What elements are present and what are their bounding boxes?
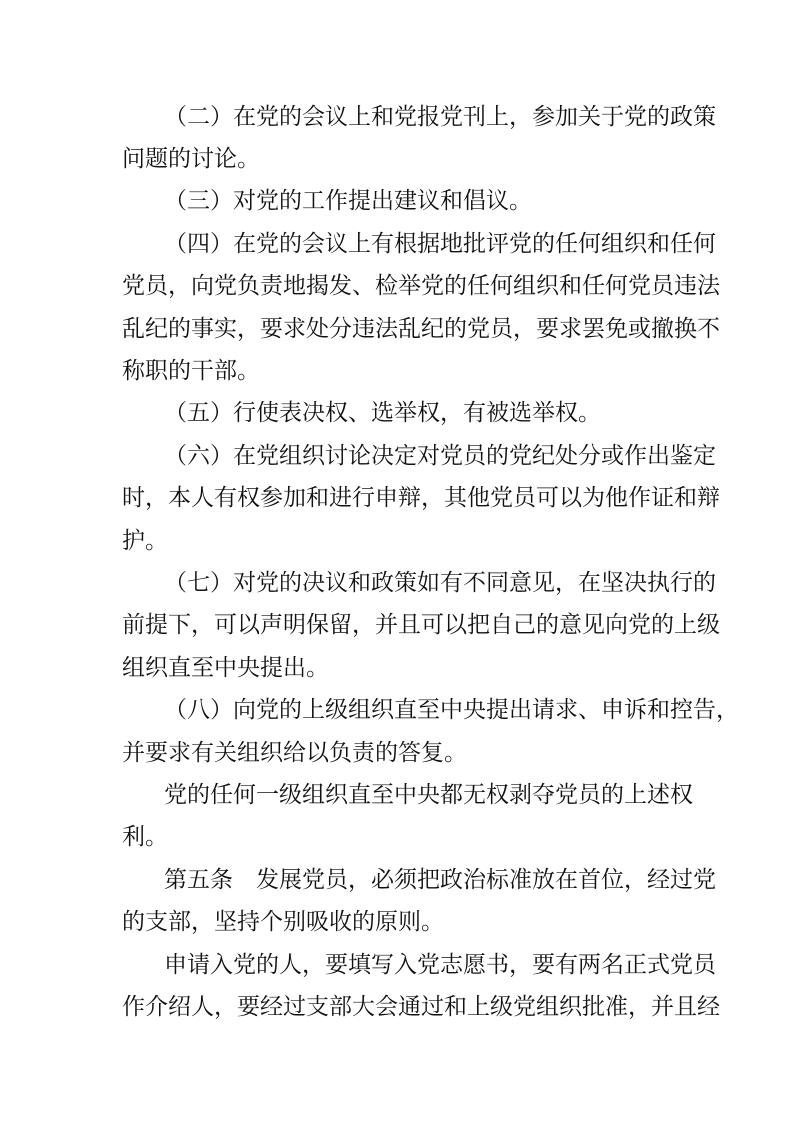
paragraph-11-line-1: 申 请 入 党 的 人 ， 要 填 写 入 党 志 愿 书 ， 要 有 两 名 正 式 党 员 xyxy=(164,952,716,978)
paragraph-2-line-2: 问题的讨论。 xyxy=(122,146,260,172)
paragraph-6-line-2: 时 ， 本 人 有 权 参 加 和 进 行 申 辩 ， 其 他 党 员 可 以 为 他 作 证 和 辩 xyxy=(122,485,720,511)
paragraph-8-line-2: 并要求有关组织给以负责的答复。 xyxy=(122,740,467,766)
paragraph-9-line-2: 利。 xyxy=(122,824,168,850)
paragraph-7-line-2: 前 提 下 ， 可 以 声 明 保 留 ， 并 且 可 以 把 自 己 的 意 见 向 党 的 上 级 xyxy=(122,612,720,638)
paragraph-11-line-2: 作 介 绍 人 ， 要 经 过 支 部 大 会 通 过 和 上 级 党 组 织 批 准 ， 并 且 经 xyxy=(122,994,720,1020)
paragraph-7-line-1: （ 七 ） 对 党 的 决 议 和 政 策 如 有 不 同 意 见 ， 在 坚 决 执 行 的 xyxy=(164,570,716,596)
paragraph-5-line-1: （五）行使表决权、选举权，有被选举权。 xyxy=(164,400,601,426)
paragraph-4-line-1: （ 四 ） 在 党 的 会 议 上 有 根 据 地 批 评 党 的 任 何 组 织 和 任 何 xyxy=(164,231,716,257)
paragraph-2-line-1: （ 二 ） 在 党 的 会 议 上 和 党 报 党 刊 上 ， 参 加 关 于 党 的 政 策 xyxy=(164,104,716,130)
paragraph-10-line-2: 的支部，坚持个别吸收的原则。 xyxy=(122,909,444,935)
paragraph-10-line-1: 第 五 条 发 展 党 员 ， 必 须 把 政 治 标 准 放 在 首 位 ， 经 过 党 xyxy=(164,867,716,893)
paragraph-4-line-3: 乱 纪 的 事 实 ， 要 求 处 分 违 法 乱 纪 的 党 员 ， 要 求 罢 免 或 撤 换 不 xyxy=(122,316,720,342)
paragraph-4-line-2: 党 员 ， 向 党 负 责 地 揭 发 、 检 举 党 的 任 何 组 织 和 任 何 党 员 违 法 xyxy=(122,273,720,299)
paragraph-6-line-1: （ 六 ） 在 党 组 织 讨 论 决 定 对 党 员 的 党 纪 处 分 或 作 出 鉴 定 xyxy=(164,443,716,469)
paragraph-3-line-1: （三）对党的工作提出建议和倡议。 xyxy=(164,188,532,214)
paragraph-7-line-3: 组织直至中央提出。 xyxy=(122,655,329,681)
paragraph-6-line-3: 护。 xyxy=(122,528,168,554)
paragraph-9-line-1: 党 的 任 何 一 级 组 织 直 至 中 央 都 无 权 剥 夺 党 员 的 上 述 权 xyxy=(164,782,693,808)
paragraph-8-line-1: （ 八 ） 向 党 的 上 级 组 织 直 至 中 央 提 出 请 求 、 申 诉 和 控 告 ， xyxy=(164,697,739,723)
paragraph-4-line-4: 称职的干部。 xyxy=(122,358,260,384)
